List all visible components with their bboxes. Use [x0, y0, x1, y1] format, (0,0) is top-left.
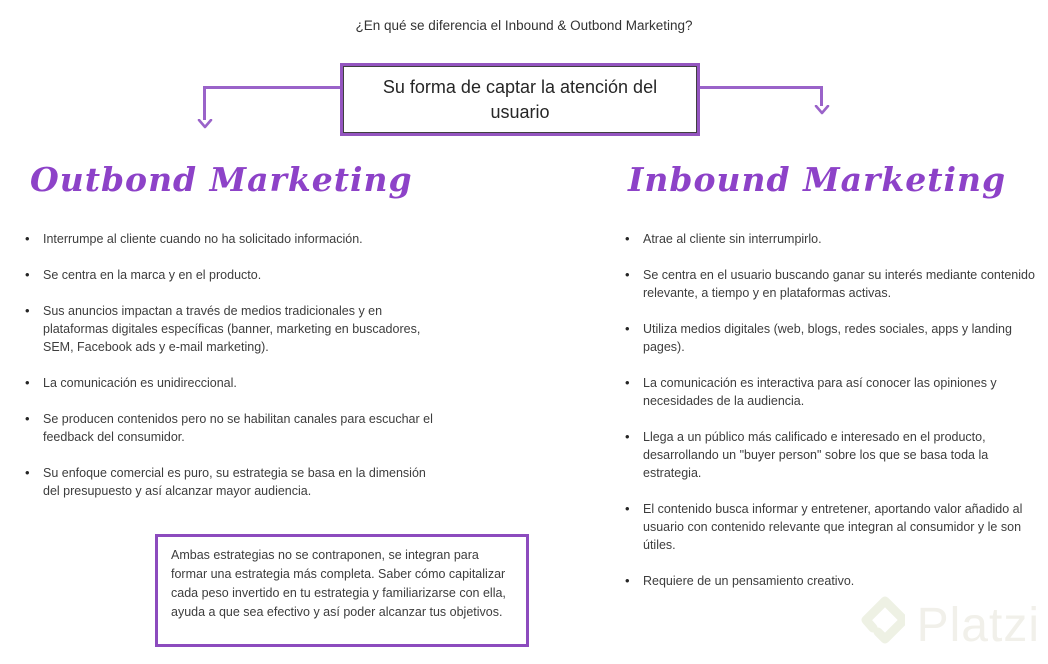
list-item: • Se centra en el usuario buscando ganar su interés mediante contenido relevante, a tiempo y en plataformas activas. [622, 266, 1046, 302]
outbound-heading: Outbond Marketing [30, 160, 413, 199]
connector-line-left-vertical [203, 86, 206, 120]
page-title: ¿En qué se diferencia el Inbound & Outbond Marketing? [355, 18, 693, 33]
platzi-logo-icon [857, 593, 905, 658]
outbound-bullet-list [22, 230, 436, 518]
arrow-down-right-icon [814, 105, 830, 115]
list-item: • La comunicación es unidireccional. [22, 374, 436, 392]
summary-text: Ambas estrategias no se contraponen, se integran para formar una estrategia más completa. Saber cómo capitalizar cada peso invertido en tu estrategia y familiarizarse con ella, ayuda a que sea efectivo y así poder alcanzar tus objetivos. [171, 548, 506, 619]
inbound-heading: Inbound Marketing [628, 160, 1007, 199]
list-item: • Sus anuncios impactan a través de medios tradicionales y en plataformas digitales específicas (banner, marketing en buscadores, SEM, Facebook ads y e-mail marketing). [22, 302, 436, 356]
center-concept-text: Su forma de captar la atención del usuario [343, 66, 697, 133]
connector-line-left-horizontal [203, 86, 340, 89]
list-item: • Atrae al cliente sin interrumpirlo. [622, 230, 1046, 248]
list-item: • Se producen contenidos pero no se habilitan canales para escuchar el feedback del consumidor. [22, 410, 436, 446]
list-item: • Su enfoque comercial es puro, su estrategia se basa en la dimensión del presupuesto y así alcanzar mayor audiencia. [22, 464, 436, 500]
inbound-bullet-list [622, 230, 1046, 608]
connector-line-right-horizontal [700, 86, 823, 89]
center-concept-box [340, 63, 700, 136]
platzi-watermark [857, 593, 1040, 658]
list-item: • Llega a un público más calificado e interesado en el producto, desarrollando un "buyer person" sobre los que se basa toda la estrategia. [622, 428, 1046, 482]
arrow-down-left-icon [197, 119, 213, 129]
list-item: • El contenido busca informar y entretener, aportando valor añadido al usuario con contenido relevante que integran al consumidor y le son útiles. [622, 500, 1046, 554]
platzi-wordmark: Platzi [916, 598, 1040, 652]
list-item: • Interrumpe al cliente cuando no ha solicitado información. [22, 230, 436, 248]
list-item: • Requiere de un pensamiento creativo. [622, 572, 1046, 590]
connector-line-right-vertical [820, 86, 823, 106]
summary-box [155, 534, 529, 647]
list-item: • Utiliza medios digitales (web, blogs, redes sociales, apps y landing pages). [622, 320, 1046, 356]
list-item: • Se centra en la marca y en el producto. [22, 266, 436, 284]
list-item: • La comunicación es interactiva para así conocer las opiniones y necesidades de la audiencia. [622, 374, 1046, 410]
